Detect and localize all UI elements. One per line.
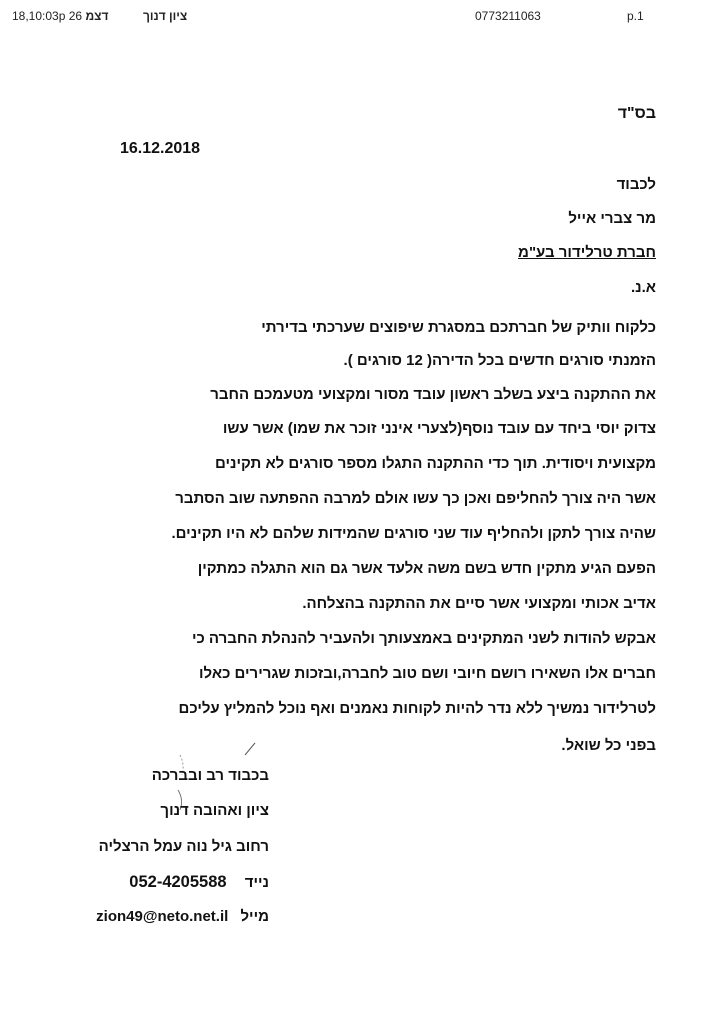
fax-page: p.1 bbox=[627, 9, 644, 23]
email-label: מייל bbox=[240, 908, 269, 925]
bsd-heading: בס"ד bbox=[617, 105, 656, 122]
mobile bbox=[129, 873, 269, 892]
fax-phone: 0773211063 bbox=[475, 9, 541, 23]
body-line: אדיב אכותי ומקצועי אשר סיים את ההתקנה בהצלחה. bbox=[302, 595, 656, 612]
email bbox=[96, 908, 269, 925]
letter-date: 16.12.2018 bbox=[120, 140, 201, 157]
mobile-label: נייד bbox=[244, 874, 269, 891]
greeting: א.נ. bbox=[630, 279, 656, 296]
fax-month: דצמ bbox=[85, 9, 109, 23]
fax-timestamp bbox=[12, 9, 108, 23]
salutation: לכבוד bbox=[616, 176, 656, 193]
fax-day: 26 bbox=[68, 9, 83, 23]
company: חברת טרלידור בע"מ bbox=[518, 244, 656, 261]
body-line: כלקוח וותיק של חברתכם במסגרת שיפוצים שערכתי בדירתי bbox=[261, 319, 656, 336]
fax-time: 18,10:03p bbox=[12, 9, 66, 23]
body-line: אשר היה צורך להחליפם ואכן כך עשו אולם למרבה ההפתעה שוב הסתבר bbox=[175, 490, 656, 507]
body-line: בפני כל שואל. bbox=[561, 737, 656, 754]
body-line: שהיה צורך לתקן ולהחליף עוד שני סורגים שהמידות שלהם לא היו תקינים. bbox=[171, 525, 656, 542]
mobile-number: 052-4205588 bbox=[129, 873, 227, 891]
body-line: צדוק יוסי ביחד עם עובד נוסף(לצערי אינני זוכר את שמו) אשר עשו bbox=[222, 420, 656, 437]
address: רחוב גיל נוה עמל הרצליה bbox=[98, 838, 269, 855]
body-line: לטרלידור נמשיך ללא נדר להיות לקוחות נאמנים ואף נוכל להמליץ עליכם bbox=[178, 700, 656, 717]
body-line: אבקש להודות לשני המתקינים באמצעותך ולהעביר להנהלת החברה כי bbox=[191, 630, 656, 647]
fax-sender: ציון דנוך bbox=[143, 9, 188, 23]
closing: בכבוד רב ובברכה bbox=[151, 767, 269, 784]
recipient: מר צברי אייל bbox=[568, 210, 656, 227]
body-line: את ההתקנה ביצע בשלב ראשון עובד מסור ומקצועי מטעמכם החבר bbox=[210, 386, 656, 403]
body-line: הזמנתי סורגים חדשים בכל הדירה( 12 סורגים ). bbox=[343, 352, 656, 369]
body-line: מקצועית ויסודית. תוך כדי ההתקנה התגלו מספר סורגים לא תקינים bbox=[214, 455, 656, 472]
email-address: zion49@neto.net.il bbox=[96, 908, 229, 925]
body-line: הפעם הגיע מתקין חדש בשם משה אלעד אשר גם הוא התגלה כמתקין bbox=[197, 560, 656, 577]
body-line: חברים אלו השאירו רושם חיובי ושם טוב לחברה,ובזכות שגרירים כאלו bbox=[199, 665, 656, 682]
signer: ציון ואהובה דנוך bbox=[160, 802, 269, 819]
